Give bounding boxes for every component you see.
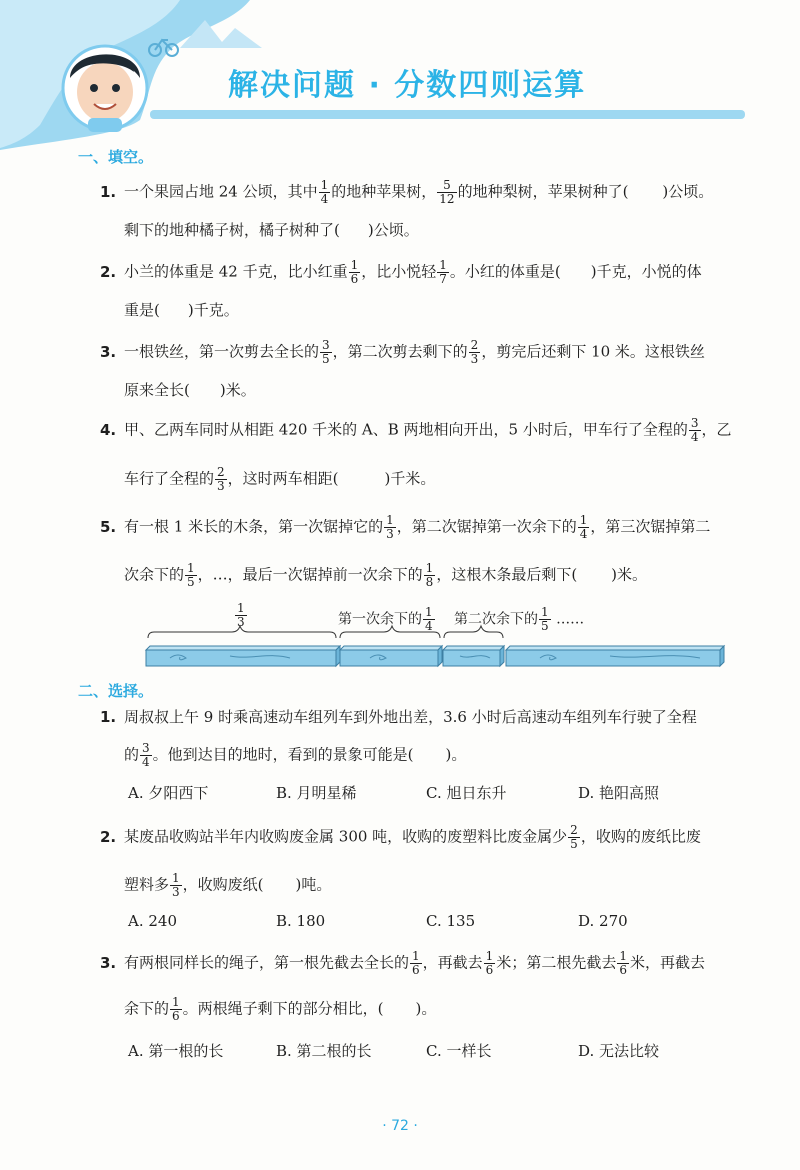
fraction: $\frac{2}{3}$ (470, 338, 479, 366)
option-b[interactable]: B. 月明星稀 (276, 784, 357, 802)
wood-plank (340, 646, 442, 666)
option-c[interactable]: C. 旭日东升 (426, 784, 507, 802)
fraction: $\frac{3}{4}$ (142, 741, 150, 769)
question-4-line-1: 4. 甲、乙两车同时从相距 420 千米的 A、B 两地相向开出，5 小时后，甲车行了全程的 $\frac{3}{4}$ ，乙 (100, 416, 732, 444)
section-heading-fill-in: 一、填空。 (78, 148, 154, 166)
fraction: $\frac{1}{4}$ (425, 605, 433, 633)
fraction: $\frac{1}{5}$ (541, 605, 549, 633)
option-d[interactable]: D. 艳阳高照 (578, 784, 660, 802)
question-2-line-2: 重是( )千克。 (124, 301, 239, 319)
fraction: $\frac{1}{7}$ (439, 258, 447, 286)
question-number: 4. (100, 420, 117, 439)
fraction: $\frac{1}{6}$ (619, 949, 627, 977)
option-a[interactable]: A. 夕阳西下 (128, 784, 209, 802)
question-number: 1. (100, 182, 117, 201)
fraction: $\frac{2}{5}$ (570, 823, 578, 851)
fraction: $\frac{2}{3}$ (217, 465, 225, 493)
ellipsis: …… (556, 611, 585, 628)
fraction: $\frac{1}{6}$ (412, 949, 420, 977)
question-number: 3. (100, 953, 117, 972)
choice-question-2-line-1: 2. 某废品收购站半年内收购废金属 300 吨，收购的废塑料比废金属少 $\frac{2}{5}$ ，收购的废纸比废 (100, 823, 701, 851)
fraction: $\frac{3}{5}$ (322, 338, 330, 366)
diagram-label-second-cut: 第一次余下的 $\frac{1}{4}$ (338, 605, 433, 633)
fraction: $\frac{1}{6}$ (350, 258, 359, 286)
option-a[interactable]: A. 第一根的长 (128, 1042, 224, 1060)
question-3-line-1: 3. 一根铁丝，第一次剪去全长的 $\frac{3}{5}$ ，第二次剪去剩下的 $\frac{2}{3}$ ，剪完后还剩下 10 米。这根铁丝 (100, 338, 705, 366)
fraction: $\frac{1}{5}$ (187, 561, 195, 589)
page-number: · 72 · (382, 1118, 418, 1134)
fraction: $\frac{1}{3}$ (386, 513, 394, 541)
diagram-label-third-cut: 第二次余下的 $\frac{1}{5}$ …… (454, 605, 585, 633)
section-heading-choice: 二、选择。 (78, 682, 154, 700)
choice-question-3-line-2: 余下的 $\frac{1}{6}$ 。两根绳子剩下的部分相比，( )。 (124, 995, 437, 1023)
fraction: $\frac{1}{6}$ (172, 995, 180, 1023)
question-3-line-2: 原来全长( )米。 (124, 381, 256, 399)
fraction: $\frac{3}{4}$ (690, 416, 699, 444)
diagram-label-first-cut (234, 602, 248, 629)
choice-question-2-line-2: 塑料多 $\frac{1}{3}$ ，收购废纸( )吨。 (124, 871, 332, 899)
choice-question-1-line-1: 1. 周叔叔上午 9 时乘高速动车组列车到外地出差，3.6 小时后高速动车组列车行驶了全程 (100, 708, 697, 726)
fraction: $\frac{1}{8}$ (425, 561, 434, 589)
choice-question-3-line-1: 3. 有两根同样长的绳子，第一根先截去全长的 $\frac{1}{6}$ ，再截去 $\frac{1}{6}$ 米；第二根先截去 $\frac{1}{6}$ 米，再截去 (100, 949, 705, 977)
option-b[interactable]: B. 第二根的长 (276, 1042, 372, 1060)
option-b[interactable]: B. 180 (276, 912, 326, 930)
option-c[interactable]: C. 一样长 (426, 1042, 492, 1060)
question-number: 2. (100, 262, 117, 281)
page-title: 解决问题 · 分数四则运算 (228, 68, 587, 103)
fraction: $\frac{1}{4}$ (320, 178, 329, 206)
fraction: $\frac{1}{6}$ (485, 949, 494, 977)
question-1-line-1: 1. 一个果园占地 24 公顷，其中 $\frac{1}{4}$ 的地种苹果树， $\frac{5}{12}$ 的地种梨树，苹果树种了( )公顷。 (100, 178, 714, 206)
question-number: 3. (100, 342, 117, 361)
question-number: 1. (100, 708, 117, 726)
wood-plank (506, 646, 724, 666)
option-d[interactable]: D. 无法比较 (578, 1042, 660, 1060)
choice-question-1-line-2: 的 $\frac{3}{4}$ 。他到达目的地时，看到的景象可能是( )。 (124, 741, 467, 769)
option-d[interactable]: D. 270 (578, 912, 628, 930)
question-2-line-1: 2. 小兰的体重是 42 千克，比小红重 $\frac{1}{6}$ ，比小悦轻 $\frac{1}{7}$ 。小红的体重是( )千克，小悦的体 (100, 258, 702, 286)
fraction: $\frac{1}{4}$ (579, 513, 588, 541)
option-c[interactable]: C. 135 (426, 912, 476, 930)
question-number: 5. (100, 517, 117, 536)
wood-plank (146, 646, 340, 666)
option-a[interactable]: A. 240 (128, 912, 177, 930)
boy-mascot-icon (63, 46, 147, 132)
question-number: 2. (100, 827, 117, 846)
question-5-line-2: 次余下的 $\frac{1}{5}$ ，…，最后一次锯掉前一次余下的 $\frac{1}{8}$ ，这根木条最后剩下( )米。 (124, 561, 648, 589)
question-5-line-1: 5. 有一根 1 米长的木条，第一次锯掉它的 $\frac{1}{3}$ ，第二次锯掉第一次余下的 $\frac{1}{4}$ ，第三次锯掉第二 (100, 513, 711, 541)
question-1-line-2: 剩下的地种橘子树，橘子树种了( )公顷。 (124, 221, 419, 239)
wood-strip-diagram (140, 602, 730, 674)
question-4-line-2: 车行了全程的 $\frac{2}{3}$ ，这时两车相距( )千米。 (124, 465, 436, 493)
fraction: $\frac{1}{3}$ (237, 601, 245, 629)
fraction: $\frac{1}{3}$ (172, 871, 180, 899)
fraction: $\frac{5}{12}$ (439, 178, 455, 206)
